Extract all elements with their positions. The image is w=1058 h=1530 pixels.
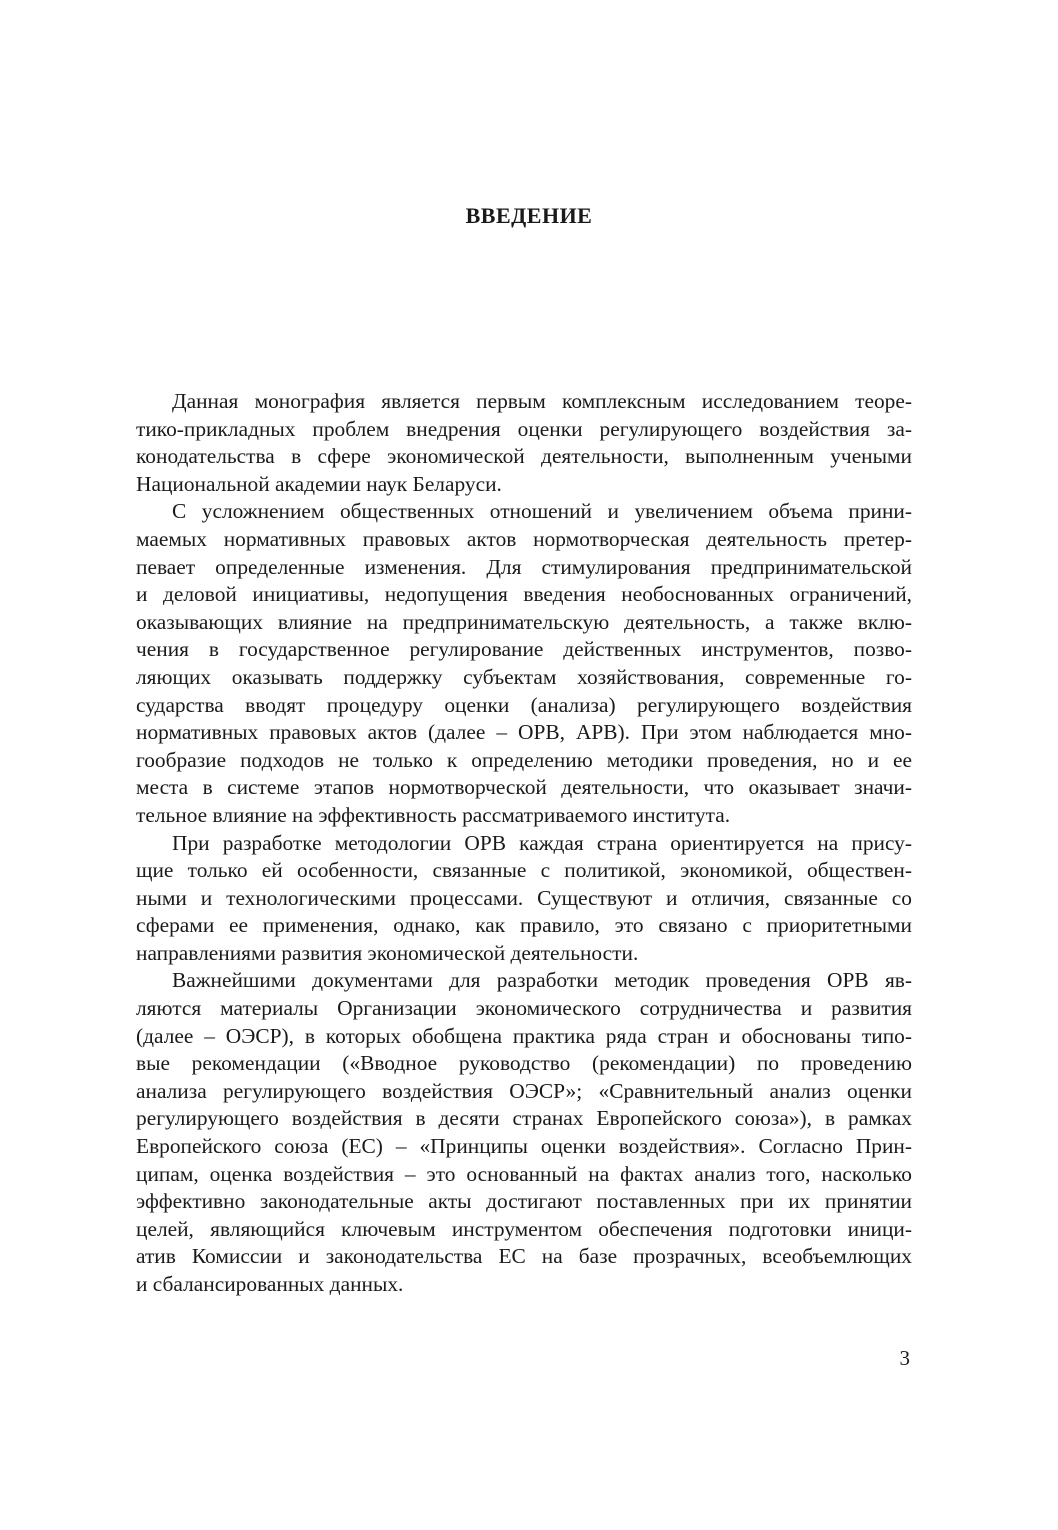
text-line: анализа регулирующего воздействия ОЭСР»; «Сравнительный анализ оценки — [136, 1078, 912, 1103]
page-title: ВВЕДЕНИЕ — [465, 203, 593, 228]
text-line: Данная монография является первым комплексным исследованием теоре- — [172, 389, 912, 413]
text-line: Европейского союза (ЕС) – «Принципы оценки воздействия». Согласно Прин- — [136, 1134, 912, 1159]
text-line: и деловой инициативы, недопущения введения необоснованных ограничений, — [136, 582, 912, 607]
text-line: ципам, оценка воздействия – это основанный на фактах анализ того, насколько — [136, 1161, 912, 1186]
text-line: места в системе этапов нормотворческой деятельности, что оказывает значи- — [136, 775, 912, 800]
text-line: конодательства в сфере экономической деятельности, выполненным учеными — [136, 444, 912, 469]
text-line: певает определенные изменения. Для стимулирования предпринимательской — [136, 554, 912, 579]
text-line: Важнейшими документами для разработки методик проведения ОРВ яв- — [172, 968, 912, 993]
text-line: чения в государственное регулирование действенных инструментов, позво- — [136, 637, 912, 662]
text-line: С усложнением общественных отношений и увеличением объема прини- — [172, 499, 912, 524]
paragraph — [136, 830, 912, 968]
paragraph — [136, 498, 912, 829]
text-line: ляются материалы Организации экономического сотрудничества и развития — [136, 996, 912, 1021]
text-line: маемых нормативных правовых актов нормотворческая деятельность претер- — [136, 526, 912, 551]
text-line: вые рекомендации («Вводное руководство (рекомендации) по проведению — [136, 1051, 912, 1076]
page-number: 3 — [899, 1346, 910, 1370]
text-line: направлениями развития экономической деятельности. — [136, 940, 639, 965]
text-line: сударства вводят процедуру оценки (анализа) регулирующего воздействия — [136, 692, 912, 717]
text-line: тельное влияние на эффективность рассматриваемого института. — [136, 802, 731, 827]
text-line: гообразие подходов не только к определению методики проведения, но и ее — [136, 747, 912, 772]
text-line: эффективно законодательные акты достигают поставленных при их принятии — [136, 1189, 912, 1214]
text-line: нормативных правовых актов (далее – ОРВ, АРВ). При этом наблюдается мно- — [136, 720, 912, 745]
text-line: целей, являющийся ключевым инструментом обеспечения подготовки иници- — [136, 1216, 912, 1241]
paragraph — [136, 388, 912, 498]
text-line: ными и технологическими процессами. Существуют и отличия, связанные со — [136, 885, 912, 910]
text-line: сферами ее применения, однако, как правило, это связано с приоритетными — [136, 913, 912, 938]
text-line: атив Комиссии и законодательства ЕС на базе прозрачных, всеобъемлющих — [136, 1244, 912, 1269]
text-line: Национальной академии наук Беларуси. — [136, 471, 502, 496]
text-line: При разработке методологии ОРВ каждая страна ориентируется на прису- — [172, 830, 912, 855]
body-text — [136, 388, 912, 1299]
text-line: (далее – ОЭСР), в которых обобщена практика ряда стран и обоснованы типо- — [136, 1023, 912, 1048]
text-line: и сбалансированных данных. — [136, 1272, 404, 1296]
text-line: тико-прикладных проблем внедрения оценки регулирующего воздействия за- — [136, 416, 912, 441]
text-line: щие только ей особенности, связанные с политикой, экономикой, обществен- — [136, 858, 912, 883]
text-line: регулирующего воздействия в десяти странах Европейского союза»), в рамках — [136, 1106, 912, 1131]
paragraph — [136, 967, 912, 1298]
text-line: ляющих оказывать поддержку субъектам хозяйствования, современные го- — [136, 664, 912, 689]
text-line: оказывающих влияние на предпринимательскую деятельность, а также вклю- — [136, 609, 912, 634]
